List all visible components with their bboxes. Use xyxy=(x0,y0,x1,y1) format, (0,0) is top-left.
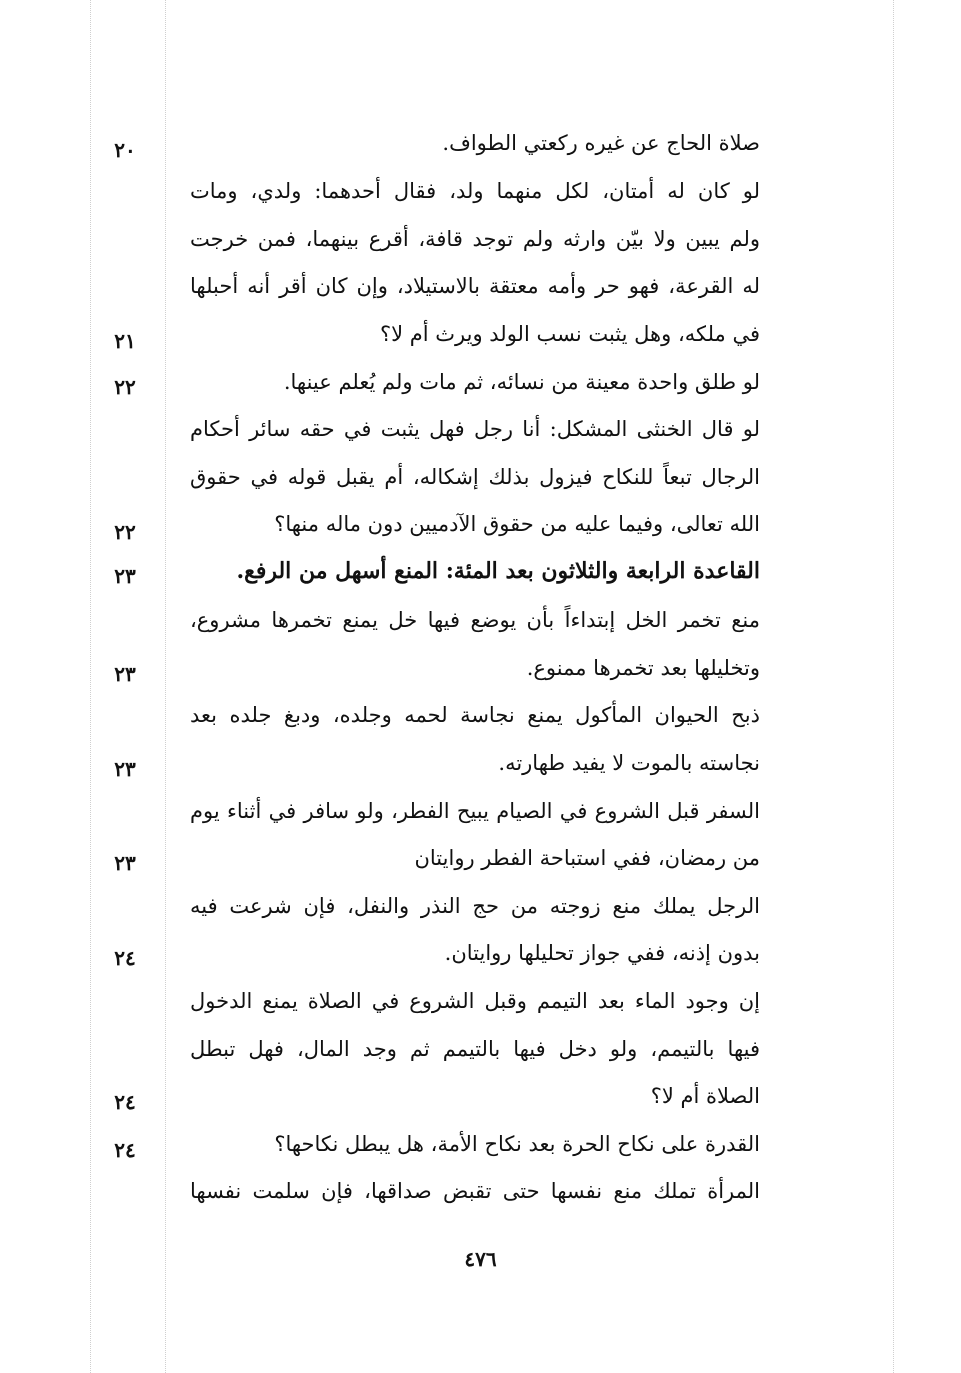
margin-number: ٢٢ xyxy=(114,520,136,544)
margin-number: ٢٣ xyxy=(114,851,136,875)
text-line: له القرعة، فهو حر وأمه معتقة بالاستيلاد، وإن كان أقر أنه أحبلها xyxy=(190,274,760,298)
margin-number: ٢٤ xyxy=(114,1090,136,1114)
margin-number: ٢١ xyxy=(114,329,136,353)
text-line: منع تخمر الخل إبتداءاً بأن يوضع فيها خل يمنع تخمرها مشروع، xyxy=(190,608,760,632)
text-line: نجاسته بالموت لا يفيد طهارته. xyxy=(498,751,760,775)
scan-guide-line xyxy=(165,0,166,1373)
text-line: ذبح الحيوان المأكول يمنع نجاسة لحمه وجلده، ودبغ جلده بعد xyxy=(190,703,760,727)
page-number: ٤٧٦ xyxy=(464,1247,497,1271)
text-line: الصلاة أم لا؟ xyxy=(650,1084,760,1108)
text-line: فيها بالتيمم، ولو دخل فيها بالتيمم ثم وجد المال، فهل تبطل xyxy=(190,1037,760,1061)
margin-number: ٢٣ xyxy=(114,757,136,781)
text-line: المرأة تملك منع نفسها حتى تقبض صداقها، فإن سلمت نفسها xyxy=(190,1179,760,1203)
margin-number: ٢٠ xyxy=(114,138,136,162)
margin-number: ٢٤ xyxy=(114,946,136,970)
text-line: لو قال الخنثى المشكل: أنا رجل فهل يثبت في حقه سائر أحكام xyxy=(190,417,760,441)
margin-number: ٢٣ xyxy=(114,564,136,588)
scan-guide-line xyxy=(893,0,894,1373)
text-line: ولم يبين ولا بيّن وارثه ولم توجد قافة، أقرع بينهما، فمن خرجت xyxy=(190,227,760,251)
text-line: إن وجود الماء بعد التيمم وقبل الشروع في الصلاة يمنع الدخول xyxy=(190,989,760,1013)
text-line: لو كان له أمتان، لكل منهما ولد، فقال أحدهما: ولدي، ومات xyxy=(190,179,760,203)
text-line: الرجل يملك منع زوجته من حج النذر والنفل، فإن شرعت فيه xyxy=(190,894,760,918)
text-line: السفر قبل الشروع في الصيام يبيح الفطر، ولو سافر في أثناء يوم xyxy=(190,799,760,823)
margin-number: ٢٣ xyxy=(114,662,136,686)
text-line: الرجال تبعاً للنكاح فيزول بذلك إشكاله، أم يقبل قوله في حقوق xyxy=(190,465,760,489)
text-line: بدون إذنه، ففي جواز تحليلها روايتان. xyxy=(444,941,760,965)
text-line: لو طلق واحدة معينة من نسائه، ثم مات ولم يُعلم عينها. xyxy=(283,370,760,394)
scan-guide-line xyxy=(90,0,91,1373)
margin-number: ٢٤ xyxy=(114,1138,136,1162)
text-line: الله تعالى، وفيما عليه من حقوق الآدميين دون ماله منها؟ xyxy=(274,512,760,536)
margin-number: ٢٢ xyxy=(114,375,136,399)
text-line: من رمضان، ففي استباحة الفطر روايتان xyxy=(414,846,760,870)
text-line: القدرة على نكاح الحرة بعد نكاح الأمة، هل يبطل نكاحها؟ xyxy=(274,1132,760,1156)
text-line: في ملكه، وهل يثبت نسب الولد ويرث أم لا؟ xyxy=(379,322,760,346)
rule-heading: القاعدة الرابعة والثلاثون بعد المئة: المنع أسهل من الرفع. xyxy=(236,558,760,584)
text-line: وتخليلها بعد تخمرها ممنوع. xyxy=(526,656,760,680)
text-line: صلاة الحاج عن غيره ركعتي الطواف. xyxy=(442,131,760,155)
